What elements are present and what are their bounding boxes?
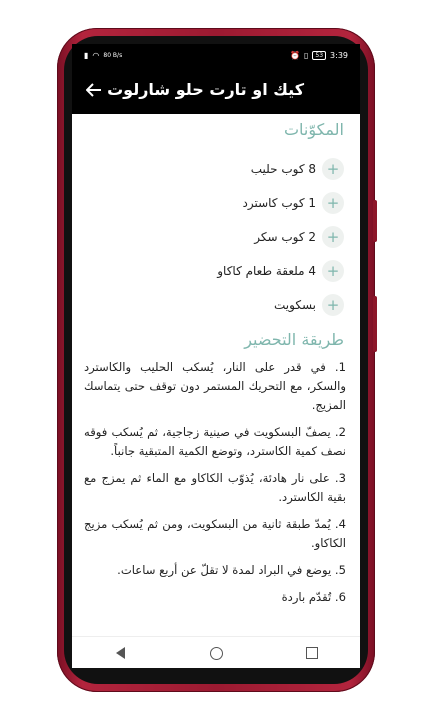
ingredient-item[interactable] xyxy=(217,259,344,283)
system-nav-bar xyxy=(72,636,360,668)
ingredient-item[interactable] xyxy=(243,191,345,215)
ingredient-label: 4 ملعقة طعام كاكاو xyxy=(217,264,316,278)
back-arrow-icon[interactable] xyxy=(86,78,102,102)
app-bar xyxy=(72,66,360,114)
method-step: 3. على نار هادئة، يُذوّب الكاكاو مع الماء ثم يمزج مع بقية الكاسترد. xyxy=(84,471,346,504)
method-step: 6. تُقدّم باردة xyxy=(281,590,346,604)
ingredient-label: بسكويت xyxy=(274,298,316,312)
status-bar xyxy=(72,44,360,66)
method-step: 2. يصفّ البسكويت في صينية زجاجية، ثم يُسكب فوقه نصف كمية الكاسترد، وتوضع الكمية المتبقية جانباً. xyxy=(84,425,346,458)
method-step: 1. في قدر على النار، يُسكب الحليب والكاسترد والسكر، مع التحريك المستمر دون توقف حتى يتماسك المزيج. xyxy=(84,360,346,412)
battery-icon: 53 xyxy=(312,51,326,60)
method-steps xyxy=(84,358,346,615)
ingredients-heading: المكوّنات xyxy=(283,120,344,139)
plus-icon[interactable]: + xyxy=(322,158,344,180)
ingredient-label: 8 كوب حليب xyxy=(250,162,316,176)
nav-home-button[interactable] xyxy=(196,647,236,660)
recents-square-icon xyxy=(306,647,318,659)
plus-icon[interactable]: + xyxy=(322,260,344,282)
plus-icon[interactable]: + xyxy=(322,192,344,214)
network-speed: 80 B/s xyxy=(103,51,123,59)
method-step: 4. يُمدّ طبقة ثانية من البسكويت، ومن ثم يُسكب مزيج الكاكاو. xyxy=(84,517,346,550)
home-circle-icon xyxy=(210,647,223,660)
page-title: كيك او تارت حلو شارلوت xyxy=(107,80,304,99)
nav-recents-button[interactable] xyxy=(292,647,332,659)
ingredient-item[interactable] xyxy=(251,157,344,181)
clock: 3:39 xyxy=(330,50,348,60)
wifi-icon: ◠ xyxy=(92,50,100,60)
ingredient-item[interactable] xyxy=(254,225,344,249)
sim-icon: ▮ xyxy=(84,50,89,60)
plus-icon[interactable]: + xyxy=(322,226,344,248)
method-step: 5. يوضع في البراد لمدة لا تقلّ عن أربع ساعات. xyxy=(117,563,346,577)
vibrate-icon: ▯ xyxy=(303,50,309,60)
alarm-icon: ⏰ xyxy=(290,50,300,60)
plus-icon[interactable]: + xyxy=(322,294,344,316)
recipe-content[interactable] xyxy=(72,114,360,634)
volume-button xyxy=(373,200,377,242)
ingredient-item[interactable] xyxy=(274,293,344,317)
method-heading: طريقة التحضير xyxy=(244,330,344,349)
power-button xyxy=(373,296,377,352)
ingredient-label: 1 كوب كاسترد xyxy=(242,196,316,210)
back-triangle-icon xyxy=(116,647,125,659)
ingredient-label: 2 كوب سكر xyxy=(254,230,316,244)
nav-back-button[interactable] xyxy=(100,647,140,659)
screen xyxy=(72,44,360,668)
